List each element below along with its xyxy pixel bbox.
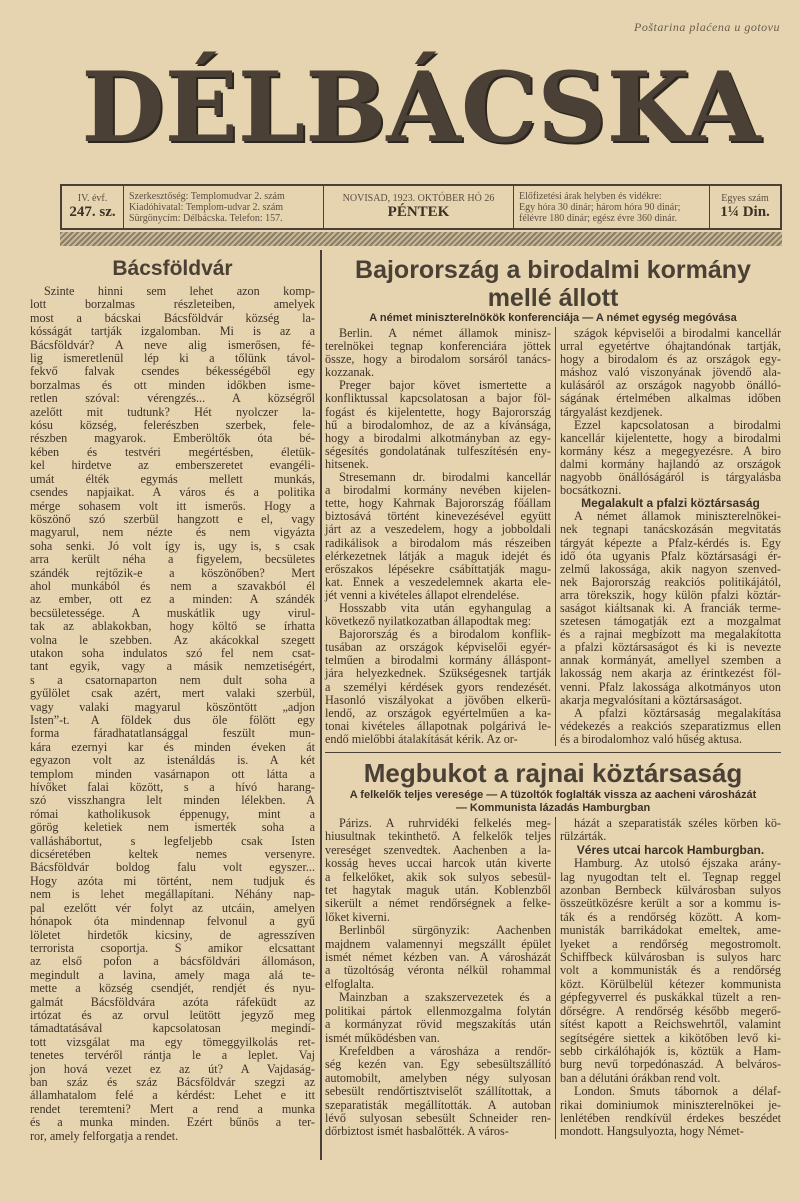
article-deck: A német miniszterelnökök konferenciája — A német egység megóvása	[369, 312, 737, 324]
article-rhine	[325, 752, 781, 1139]
text-line: és a rajnai megbízott ma megalakította	[560, 627, 781, 642]
text-line: London. Smuts tábornok a délaf-	[574, 1084, 781, 1099]
text-line: urral egyetértve óhajtandónak tartják,	[560, 339, 781, 354]
text-line: vereséget szenvedtek. Aachenben a la-	[325, 842, 551, 857]
text-line: az ember, ott ez a minden: A szándék	[30, 592, 315, 607]
text-line: az első pofon a bácsföldvári állomáson,	[30, 954, 315, 969]
text-line: sikerült a német rendőrségnek a felke-	[325, 896, 551, 911]
text-line: kára ezernyi kar és minden éveken át	[30, 739, 315, 754]
text-line: terelnökei tegnap konferenciára jöttek	[325, 339, 551, 354]
text-line: egyazon volt az istenáldás is. A két	[30, 753, 315, 768]
text-line: hű a birodalomhoz, de az a kívánsága,	[325, 417, 551, 432]
text-line: köszönő szó szerbül hangzott e el, vagy	[30, 511, 315, 526]
text-line: kozzanak.	[325, 365, 375, 380]
article-title-rhine: Megbukot a rajnai köztársaság	[363, 758, 743, 788]
text-line: tárgyalást kezdjenek.	[560, 404, 663, 419]
text-line: magyarul, nem nézte és nem vigyázta	[30, 525, 315, 540]
issue-number: 247. sz.	[69, 204, 116, 220]
text-line: elérkezetnek látják a maguk idejét és	[325, 548, 551, 563]
text-line: lig ismeretlenül lép ki a tőlünk távol-	[30, 351, 315, 366]
text-line: ták és a rendőrség között. A kom-	[560, 909, 781, 924]
text-line: irtózat és az orvul leütött jegyző meg	[30, 1007, 315, 1022]
column-bavaria-1	[325, 327, 556, 746]
subscription-line: félévre 180 dinár; egész évre 360 dinár.	[519, 212, 677, 224]
article-bavaria	[325, 256, 781, 746]
column-bavaria-2	[556, 327, 781, 746]
text-line: hónapok óta mindennap felvonul a gyű	[30, 914, 315, 929]
text-line: tet hagytak maguk után. Koblenzből	[325, 883, 551, 898]
text-line: ség kezén van. Egy sebesültszállító	[325, 1057, 551, 1072]
text-line: össze, hogy a birodalom sorsáról tanács-	[325, 352, 551, 367]
text-line: Berlin. A német államok minisz-	[339, 326, 551, 340]
text-line: ságának értelmében alkalmas időben	[560, 391, 781, 406]
text-line: támadtatásával kapcsolatosan megindí-	[30, 1021, 315, 1036]
text-line: fekvő falvak csendes békességéből egy	[30, 364, 315, 379]
text-line: ban száz és száz Bácsföldvár szegzi az	[30, 1074, 315, 1089]
text-line: Hogy azóta mi történt, nem tudjuk és	[30, 873, 315, 888]
text-line: a pfalzi köztársaságot és ki is nevezte	[560, 640, 781, 655]
text-line: közt. Körülbelül kétezer kommunista	[560, 976, 781, 991]
text-line: volna le szebben. Az akácokkal szegett	[30, 632, 315, 647]
text-line: gépfegyverrel és puskákkal tüzelt a ren-	[560, 990, 781, 1005]
text-line: kosság heves uccai harcok után kiverte	[325, 856, 551, 871]
text-line: lőket kiverni.	[325, 909, 390, 924]
text-line: csendes napjaikat. A város és a politika	[30, 485, 315, 500]
subscription-line: Előfizetési árak helyben és vidékre:	[519, 190, 662, 202]
text-line: a személyi kérdések gyors rendezését.	[325, 679, 551, 694]
text-line: tette, hogy Kahrnak Bajorország főállam	[325, 496, 551, 511]
text-line: görög keletiek nem ismerték soha a	[30, 820, 315, 835]
text-line: telműen a birodalmi kormány álláspont-	[325, 653, 551, 668]
text-line: A német államok miniszterelnökei-	[574, 509, 781, 524]
text-line: kósságát tartják izgalomban. Mi is az a	[30, 324, 315, 339]
text-line: vagy valaki magyarul köszöntött „adjon	[30, 699, 315, 714]
text-line: lag nyugodtan telt el. Tegnap reggel	[560, 869, 781, 884]
text-line: Szinte hinni sem lehet azon komp-	[44, 284, 315, 298]
title-line: mellé állott	[487, 284, 619, 312]
text-line: tak az ablakokban, hogy költő se írhatta	[30, 619, 315, 634]
text-line: nek tegnapi tanácskozásán megvitatás	[560, 522, 781, 537]
text-line: gyűlölet csak azért, mert valaki szerbül,	[30, 686, 315, 701]
text-line: mette a község csendjét, rendjét és nyu-	[30, 981, 315, 996]
column-rhine-1	[325, 817, 556, 1139]
text-line: Schiffbeck külvárosban is sulyos harc	[560, 950, 781, 965]
year: IV. évf.	[77, 193, 108, 204]
text-line: pal ezelőtt vér folyt az utcáin, amelyen	[30, 900, 315, 915]
text-line: umát élték egymás mellett munkás,	[30, 471, 315, 486]
text-line: akarja megvalósítani a köztársaságot.	[560, 692, 743, 707]
text-line: volt a kommunisták és a rendőrség	[560, 963, 781, 978]
text-line: ban a délutáni órákban rend volt.	[560, 1070, 721, 1085]
text-line: Isten”-t. A földek dus öle fölött egy	[30, 713, 315, 727]
text-line: azonban Bernbeck külvárosban sulyos	[560, 883, 781, 898]
text-line: lenlétében rendkívül érdekes beszédet	[560, 1110, 781, 1125]
text-line: dalmi kormány hajlandó az országok	[560, 456, 781, 471]
text-line: dicséretében keltek nemes versenyre.	[30, 847, 315, 862]
text-line: jét venni a kivételes állapot elrendelése.	[325, 587, 520, 602]
text-line: becsületessége. A muskátlik ugy virul-	[30, 605, 315, 620]
text-line: szó visszhangra lelt minden lélekben. A	[30, 793, 315, 808]
text-line: hogy a birodalmi alkotmányban az egy-	[325, 430, 551, 445]
text-line: soha senki. Jó volt így is, ugy is, s csak	[30, 538, 315, 553]
text-line: nagyobb önállóságáról is tárgyalásba	[560, 470, 781, 485]
article-title-bacsfoldvar: Bácsföldvár	[112, 257, 233, 280]
text-line: szetesen támogatják ezt a mozgalmat	[560, 614, 781, 629]
text-line: szándék rejtőzik-e a köszönőben? Mert	[30, 565, 315, 580]
text-line: templom minden vasárnapon ott látta a	[30, 766, 315, 781]
text-line: a birodalmi kormány nevében kijelen-	[325, 483, 551, 498]
text-line: forma fáradhatatlansággal feszült mun-	[30, 726, 315, 741]
text-line: Stresemann dr. birodalmi kancellár	[339, 470, 551, 485]
text-line: tenetes tervéről rántja le a leplet. Vaj	[30, 1048, 315, 1063]
text-line: következő nyilatkozatban állapodtak meg:	[325, 614, 532, 629]
text-line: jára helyezkednek. Szükségesnek tartják	[325, 666, 551, 681]
text-line: s a csatornaparton nem dult soha a	[30, 672, 315, 687]
text-line: fogást és kijelentette, hogy Bajorország	[325, 404, 551, 419]
text-line: retlen szóval: vérengzés... A községről	[30, 391, 315, 406]
text-line: saságot kiáltsanak ki. A franciák terme-	[560, 600, 781, 615]
text-line: hívőket falai között, s a hívó harang-	[30, 780, 315, 795]
decorative-band	[60, 232, 782, 246]
text-line: kében és testvéri megértésben, életük-	[30, 444, 315, 459]
text-line: radikálisok a birodalom más részeiben	[325, 535, 551, 550]
deck-line: A felkelők teljes veresége — A tüzoltók foglalták vissza az aacheni városházát	[349, 789, 757, 801]
text-line: hitsenek.	[325, 456, 369, 471]
text-line: és a munka minden. Ezért bűnös a ter-	[30, 1115, 315, 1130]
text-line: arra törekszik, hogy külön pfalzi köztár-	[560, 587, 781, 602]
article-title-bavaria	[325, 256, 781, 312]
text-line: tonai kivételes állapotnak polgárivá le-	[325, 718, 551, 733]
text-line: lendő, az országok egyértelműen a ka-	[325, 705, 551, 720]
text-line: borzalmas és ott minden időkben isme-	[30, 377, 315, 392]
text-line: idő óta ugyanis Pfalz köztársasági ér-	[560, 548, 781, 563]
column-bacsfoldvar	[30, 285, 315, 1143]
text-line: és a birodalomhoz való hűség aktusa.	[560, 731, 743, 746]
text-line: lévő sulyosan sebesült Schneider ren-	[325, 1110, 551, 1125]
telegram-address: Sürgönycím: Délbácska. Telefon: 157.	[129, 212, 283, 224]
text-line: nem is lehet megállapítani. Néhány nap-	[30, 887, 315, 902]
text-line: ror, amely felforgatja a rendet.	[30, 1128, 179, 1143]
article-deck	[325, 789, 781, 815]
title-line: Bajorország a birodalmi kormány	[355, 256, 751, 284]
address-box	[124, 186, 324, 228]
text-line: államhatalom felé a kérdést: Lehet e itt	[30, 1088, 315, 1103]
text-line: erőszakos lépésekre csábíttatják magu-	[325, 561, 551, 576]
subheading: Megalakult a pfalzi köztársaság	[581, 496, 760, 511]
deck-line: — Kommunista lázadás Hamburgban	[455, 802, 651, 814]
text-line: Berlinből sürgönyzik: Aachenben	[339, 923, 551, 938]
article-bacsfoldvar	[30, 255, 315, 1143]
text-line: mondott. Hangsulyozta, hogy Német-	[560, 1124, 744, 1139]
text-line: házát a szeparatisták széles körben kö-	[574, 816, 781, 830]
text-line: sebesült rendőrtisztviselőt szállítottak, a	[325, 1084, 551, 1099]
text-line: konfliktussal kapcsolatosan a bajor föl-	[325, 391, 551, 406]
text-line: a felkelőket, akik sok sulyos sebesül-	[325, 869, 551, 884]
text-line: részben magyarok. Emberöltők óta bé-	[30, 431, 315, 446]
column-rhine-2	[556, 817, 781, 1139]
office-address: Kiadóhivatal: Templom-udvar 2. szám	[129, 201, 284, 213]
subscription-box	[514, 186, 710, 228]
postage-stamp-text: Poštarina plaćena u gotovu	[634, 20, 780, 34]
price-box	[710, 186, 780, 228]
text-line: lyeket a rendőrség megostromolt.	[560, 936, 781, 951]
text-line: endő mielőbbi átalakítását kérik. Az or-	[325, 731, 518, 746]
text-line: ismét működésben van.	[325, 1030, 440, 1045]
text-line: ismét német kézben van. A városházát	[325, 950, 551, 965]
text-line: most a bácskai Bácsföldvár község la-	[30, 310, 315, 325]
text-line: munisták barrikádokat emeltek, ame-	[560, 923, 781, 938]
text-line: összeütközésre került a sor a kommu is-	[560, 896, 781, 911]
text-line: nek Bajorország reakciós politikájától,	[560, 574, 781, 589]
text-line: tant egyik, vagy a másik nemzetiségért,	[30, 659, 315, 674]
text-line: galmát Bácsföldvára azóta ráfeküdt az	[30, 994, 315, 1009]
single-copy-label: Egyes szám	[721, 193, 769, 204]
text-line: tusában az országok képviselői egyér-	[325, 640, 551, 655]
text-line: mérge sohasem volt itt ismerős. Hogy a	[30, 498, 315, 513]
text-line: Párizs. A ruhrvidéki felkelés meg-	[339, 816, 551, 830]
text-line: dőrbiztost ismét hasbalőtték. A város-	[325, 1124, 509, 1139]
text-line: ahol munkából és nem a szavakból él	[30, 578, 315, 593]
text-line: sítést kapott a Reichswehrtől, valamint	[560, 1017, 781, 1032]
editorial-address: Szerkesztőség: Templomudvar 2. szám	[129, 190, 285, 202]
text-line: kulásáról az országok nagyobb önálló-	[560, 378, 781, 393]
text-line: kormány kész a megegyezésre. A biro	[560, 443, 781, 458]
masthead: DÉLBÁCSKA	[81, 51, 761, 164]
text-line: hiusultnak tekinthető. A felkelők teljes	[325, 829, 551, 844]
text-line: Preger bajor követ ismertette a	[339, 378, 551, 393]
text-line: lott borzalmas részleteiben, amelyek	[30, 297, 315, 312]
text-line: Hosszabb vita után egyhangulag a	[339, 600, 551, 615]
text-line: hogy a birodalom és az országok egy-	[560, 352, 781, 367]
text-line: azelőtt mit tudtunk? Hét nyolczer la-	[30, 404, 315, 419]
text-line: védekezés a reakciós szeparatizmus ellen	[560, 718, 781, 733]
text-line: Hamburg. Az utolsó éjszaka arány-	[574, 856, 781, 871]
issue-box	[62, 186, 124, 228]
text-line: a tüzoltóság véronta nélkül rohammal	[325, 963, 551, 978]
text-line: utakon soha indulatos szó fel nem csat-	[30, 645, 315, 660]
text-line: ségesítés gondolatának tulfeszítésén eny-	[325, 443, 551, 458]
text-line: arra került néha a figyelem, becsületes	[30, 552, 315, 567]
text-line: Bácsföldvár boldog falu volt egyszer...	[30, 860, 315, 875]
text-line: kel hirdetve az emberszeretet evangéli-	[30, 458, 315, 473]
text-line: zelmű lakossága, akik nagyon szenved-	[560, 561, 781, 576]
date: NOVISAD, 1923. OKTÓBER HÓ 26	[342, 193, 495, 204]
text-line: megindult a lavina, amely maga alá te-	[30, 967, 315, 982]
text-line: járt az a veszedelem, hogy a jobboldali	[325, 522, 551, 537]
text-line: Mainzban a szakszervezetek és a	[339, 990, 551, 1005]
text-line: valláshábortut, s legfeljebb csak Isten	[30, 833, 315, 848]
text-line: venni. Pfalz lakossága alkotmányos uton	[560, 679, 781, 694]
text-line: A pfalzi köztársaság megalakítása	[574, 705, 781, 720]
text-line: máshoz való viszonyának jövendő ala-	[560, 365, 781, 380]
weekday: PÉNTEK	[387, 204, 450, 220]
text-line: segítségére siettek a kikötőben levő ki-	[560, 1030, 781, 1045]
text-line: dőrségre. A rendőrség később megerő-	[560, 1003, 781, 1018]
text-line: elfoglalta.	[325, 976, 375, 991]
article-columns	[325, 817, 781, 1139]
text-line: Bajorország és a birodalom konflik-	[339, 627, 551, 642]
text-line: löletet hirdetők kicsiny, de agresszíven	[30, 927, 315, 942]
price: 1¼ Din.	[720, 204, 770, 220]
text-line: kósu község, felerészben szerbek, fele-	[30, 418, 315, 433]
text-line: Hasonló viszályokat a jövőben elkerü-	[325, 692, 551, 707]
text-line: rikai dominiumok miniszterelnökei je-	[560, 1097, 781, 1112]
text-line: biztosává történt kinevezésével együtt	[325, 509, 551, 524]
text-line: majdnem valamennyi megszállt épület	[325, 936, 551, 951]
text-line: tárgyát képezte a Pfalz-kérdés is. Egy	[560, 535, 781, 550]
text-line: tott vizsgálat ma egy tömeggyilkolás ret-	[30, 1034, 315, 1049]
text-line: Ezzel kapcsolatosan a birodalmi	[574, 417, 781, 432]
text-line: sebb cirkálóhajók is, köztük a Ham-	[560, 1043, 781, 1058]
text-line: automobilt, amelyben négy sulyosan	[325, 1070, 551, 1085]
text-line: burg nevű torpedónaszád. A belváros-	[560, 1057, 781, 1072]
subscription-line: Egy hóra 30 dinár; három hóra 90 dinár;	[519, 201, 681, 213]
text-line: a kormányzat rövid megszakítás után	[325, 1017, 551, 1032]
text-line: bocsátkozni.	[560, 483, 622, 498]
date-box	[324, 186, 514, 228]
text-line: szágok képviselői a birodalmi kancellár	[574, 326, 781, 340]
column-rule	[320, 250, 322, 1160]
text-line: rülzárták.	[560, 829, 607, 844]
text-line: szeparatisták megállították. A autoban	[325, 1097, 551, 1112]
text-line: lakosság nem akarja az érintkezést föl-	[560, 666, 781, 681]
article-columns	[325, 327, 781, 746]
text-line: rendet teremteni? Mert a rend a munka	[30, 1101, 315, 1116]
text-line: kancellár kijelentette, hogy a birodalmi	[560, 430, 781, 445]
text-line: jon hová vezet ez az út? A Vajdaság-	[30, 1061, 315, 1076]
text-line: kat. Ennek a veszedelemnek akarta ele-	[325, 574, 551, 589]
text-line: római katholikusok éppenugy, mint a	[30, 806, 315, 821]
text-line: politikai pártok ellenmozgalma folytán	[325, 1003, 551, 1018]
text-line: annak kormányát, amellyel szemben a	[560, 653, 781, 668]
text-line: Krefeldben a városháza a rendőr-	[339, 1043, 551, 1058]
masthead-info-bar	[60, 184, 782, 230]
text-line: Bácsföldvár? A neve alig ismerősen, fé-	[30, 337, 315, 352]
text-line: terrorista csoportja. S amikor elcsattant	[30, 940, 315, 955]
subheading: Véres utcai harcok Hamburgban.	[576, 842, 765, 857]
